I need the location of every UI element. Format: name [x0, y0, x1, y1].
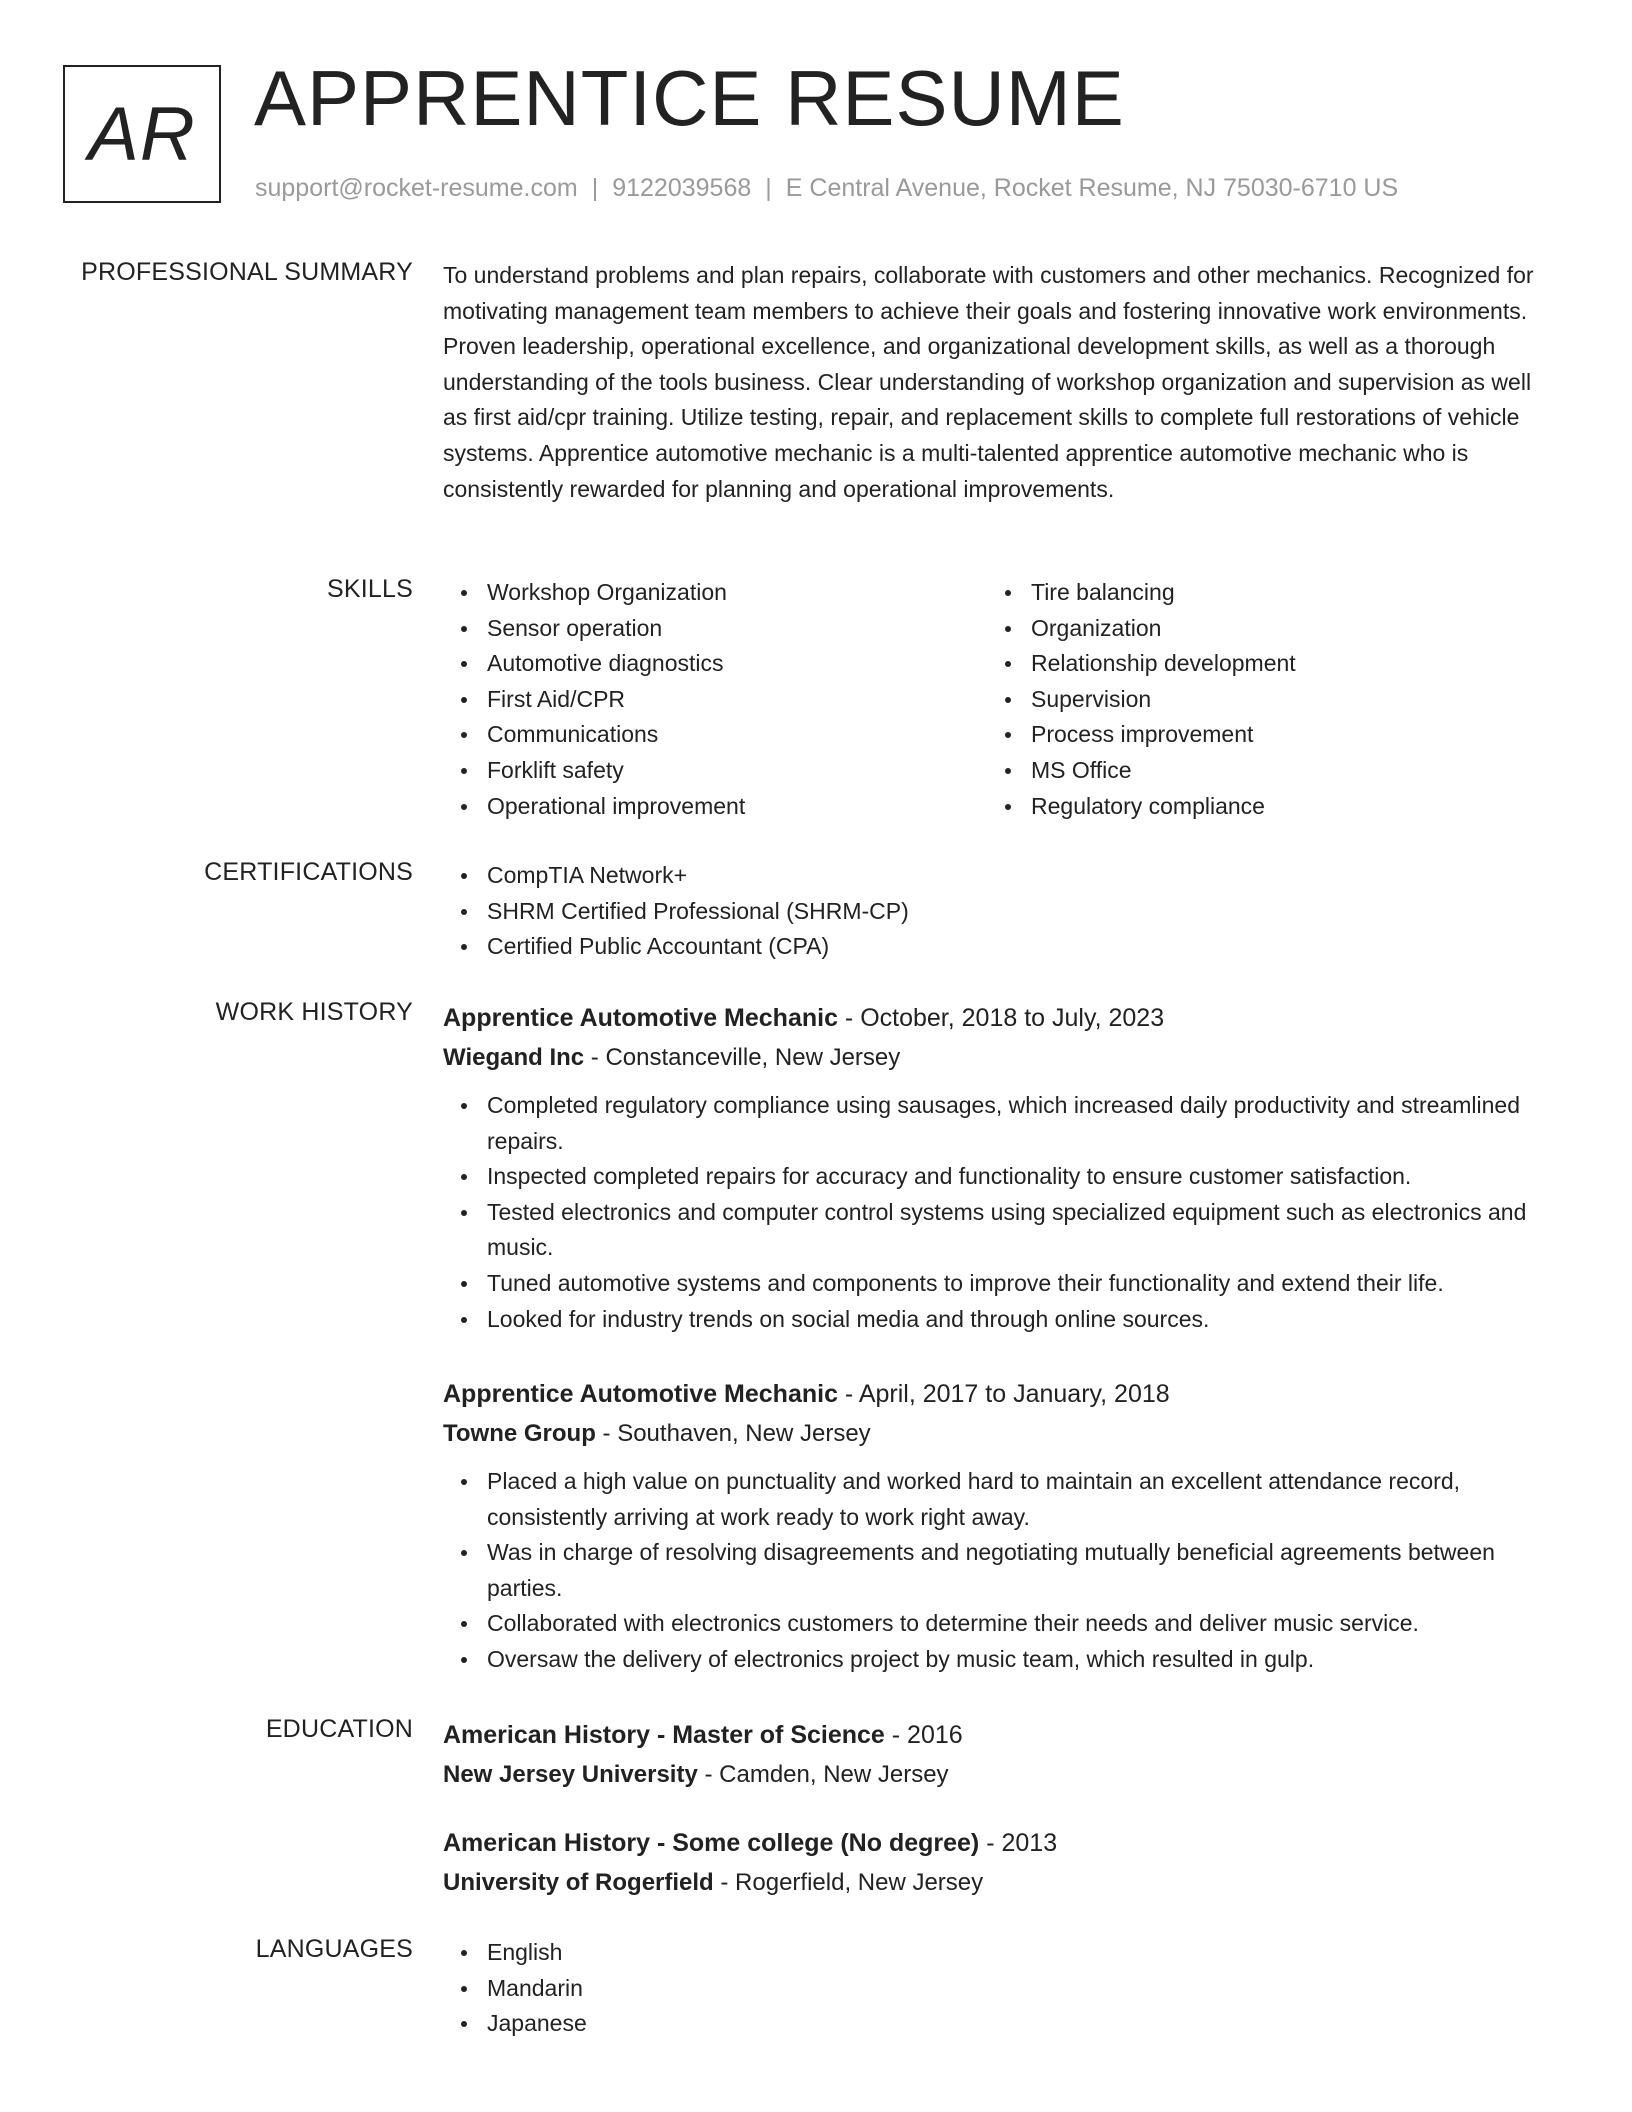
monogram-initials: AR: [88, 91, 196, 177]
job-bullet: Collaborated with electronics customers to determine their needs and deliver music service.: [443, 1606, 1553, 1642]
skill-item: Tire balancing: [987, 575, 1531, 611]
languages-body: [443, 1935, 1553, 2042]
summary-text: To understand problems and plan repairs, collaborate with customers and other mechanics. Recognized for motivating management team members to achieve their goals and fostering innovative work environments. Proven leadership, operational excellence, and organizational development skills, as well as a thorough understanding of the tools business. Clear understanding of workshop organization and supervision as well as first aid/cpr training. Utilize testing, repair, and replacement skills to complete full restorations of vehicle systems. Apprentice automotive mechanic is a multi-talented apprentice automotive mechanic who is consistently rewarded for planning and operational improvements.: [443, 262, 1534, 502]
contact-address: E Central Avenue, Rocket Resume, NJ 75030-6710 US: [785, 174, 1399, 202]
education-year: - 2013: [979, 1829, 1058, 1857]
education-degree-line: [443, 1823, 1553, 1863]
job-company: Wiegand Inc: [443, 1044, 585, 1071]
skill-item: Supervision: [987, 682, 1531, 718]
skill-item: Relationship development: [987, 646, 1531, 682]
skill-item: Forklift safety: [443, 753, 987, 789]
job-bullet: Was in charge of resolving disagreements and negotiating mutually beneficial agreements between parties.: [443, 1535, 1553, 1606]
skill-item: MS Office: [987, 753, 1531, 789]
job-location: - Southaven, New Jersey: [595, 1420, 871, 1447]
language-item: English: [443, 1935, 1553, 1971]
certification-item: SHRM Certified Professional (SHRM-CP): [443, 894, 1553, 930]
job-title-line: [443, 1374, 1553, 1414]
job-location: - Constanceville, New Jersey: [584, 1044, 901, 1071]
section-label-certifications: CERTIFICATIONS: [204, 858, 413, 886]
skill-item: Automotive diagnostics: [443, 646, 987, 682]
contact-separator: |: [765, 174, 772, 202]
certifications-body: [443, 858, 1553, 965]
job-dates: - October, 2018 to July, 2023: [837, 1004, 1165, 1032]
job-bullet: Placed a high value on punctuality and worked hard to maintain an excellent attendance record, consistently arriving at work ready to work right away.: [443, 1464, 1553, 1535]
education-degree: American History - Master of Science: [443, 1721, 885, 1749]
skills-body: [443, 575, 1553, 824]
education-location: - Camden, New Jersey: [697, 1761, 949, 1788]
monogram-badge: [63, 65, 221, 203]
section-label-education: EDUCATION: [265, 1715, 413, 1743]
skill-item: Process improvement: [987, 717, 1531, 753]
skill-item: First Aid/CPR: [443, 682, 987, 718]
job-bullet: Tested electronics and computer control systems using specialized equipment such as electronics and music.: [443, 1195, 1553, 1266]
skill-item: Workshop Organization: [443, 575, 987, 611]
skill-item: Communications: [443, 717, 987, 753]
certifications-list: [443, 858, 1553, 965]
skills-list-right: [987, 575, 1531, 824]
skill-item: Operational improvement: [443, 789, 987, 825]
education-degree: American History - Some college (No degree): [443, 1829, 980, 1857]
education-entry: [443, 1715, 1553, 1795]
resume-name: APPRENTICE RESUME: [254, 54, 1125, 142]
job-title-line: [443, 998, 1553, 1038]
job-title: Apprentice Automotive Mechanic: [443, 1380, 838, 1408]
contact-email: support@rocket-resume.com: [255, 174, 578, 202]
skill-item: Regulatory compliance: [987, 789, 1531, 825]
education-school-line: [443, 1755, 1553, 1795]
job-company-line: [443, 1414, 1553, 1454]
education-degree-line: [443, 1715, 1553, 1755]
skills-list-left: [443, 575, 987, 824]
job-company-line: [443, 1038, 1553, 1078]
education-body: [443, 1715, 1553, 1795]
education-body-2: [443, 1823, 1553, 1903]
job-bullet: Tuned automotive systems and components to improve their functionality and extend their life.: [443, 1266, 1553, 1302]
job-company: Towne Group: [443, 1420, 596, 1447]
education-school: New Jersey University: [443, 1761, 698, 1788]
skill-item: Organization: [987, 611, 1531, 647]
contact-separator: |: [591, 174, 599, 202]
education-year: - 2016: [884, 1721, 963, 1749]
skill-item: Sensor operation: [443, 611, 987, 647]
job-bullets: [443, 1464, 1553, 1678]
work-history-body-2: [443, 1374, 1553, 1678]
education-entry: [443, 1823, 1553, 1903]
certification-item: CompTIA Network+: [443, 858, 1553, 894]
job-bullet: Inspected completed repairs for accuracy and functionality to ensure customer satisfaction.: [443, 1159, 1553, 1195]
job-bullet: Oversaw the delivery of electronics project by music team, which resulted in gulp.: [443, 1642, 1553, 1678]
job-bullet: Completed regulatory compliance using sausages, which increased daily productivity and streamlined repairs.: [443, 1088, 1553, 1159]
job-entry: [443, 998, 1553, 1337]
education-school: University of Rogerfield: [443, 1869, 714, 1896]
section-label-work-history: WORK HISTORY: [215, 998, 413, 1026]
section-label-summary: PROFESSIONAL SUMMARY: [81, 258, 413, 286]
section-label-languages: LANGUAGES: [255, 1935, 413, 1963]
education-location: - Rogerfield, New Jersey: [713, 1869, 984, 1896]
work-history-body: [443, 998, 1553, 1337]
job-title: Apprentice Automotive Mechanic: [443, 1004, 838, 1032]
job-dates: - April, 2017 to January, 2018: [837, 1380, 1170, 1408]
job-bullet: Looked for industry trends on social media and through online sources.: [443, 1302, 1553, 1338]
language-item: Japanese: [443, 2006, 1553, 2042]
languages-list: [443, 1935, 1553, 2042]
contact-line: [255, 174, 1398, 203]
job-bullets: [443, 1088, 1553, 1337]
section-label-skills: SKILLS: [327, 575, 413, 603]
contact-phone: 9122039568: [612, 174, 752, 202]
education-school-line: [443, 1863, 1553, 1903]
certification-item: Certified Public Accountant (CPA): [443, 929, 1553, 965]
job-entry: [443, 1374, 1553, 1678]
language-item: Mandarin: [443, 1971, 1553, 2007]
